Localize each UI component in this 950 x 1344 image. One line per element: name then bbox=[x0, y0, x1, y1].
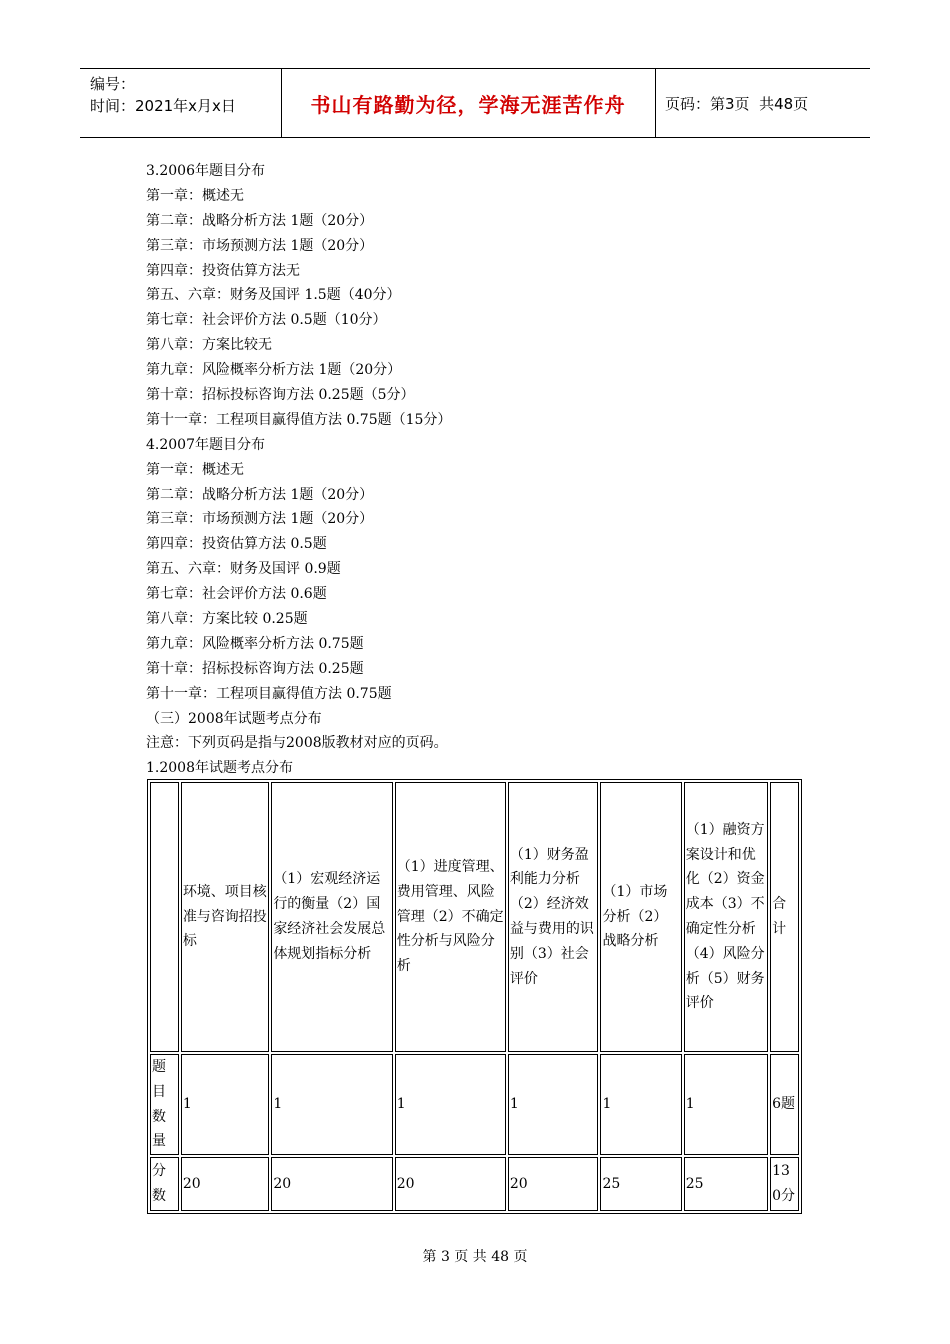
table-cell: 20 bbox=[271, 1157, 392, 1211]
table-cell: 20 bbox=[395, 1157, 506, 1211]
table-cell: 25 bbox=[684, 1157, 768, 1211]
id-label: 编号： bbox=[90, 75, 136, 93]
text-line: 第十章：招标投标咨询方法 0.25题（5分） bbox=[146, 387, 415, 404]
date-label: 时间：2021年x月x日 bbox=[90, 97, 236, 115]
text-line: 3.2006年题目分布 bbox=[146, 163, 265, 179]
text-line: 第四章：投资估算方法无 bbox=[146, 262, 300, 279]
text-line: 第二章：战略分析方法 1题（20分） bbox=[146, 212, 374, 229]
table-cell: 1 bbox=[395, 1054, 506, 1155]
table-header-cell: 环境、项目核准与咨询招投标 bbox=[181, 782, 270, 1052]
text-line: 第九章：风险概率分析方法 0.75题 bbox=[146, 635, 364, 652]
text-line: 第七章：社会评价方法 0.6题 bbox=[146, 586, 327, 603]
text-line: 注意：下列页码是指与2008版教材对应的页码。 bbox=[146, 735, 448, 752]
table-cell: 20 bbox=[508, 1157, 599, 1211]
body-text bbox=[146, 159, 451, 781]
header-divider bbox=[655, 69, 656, 137]
text-line: 第五、六章：财务及国评 0.9题 bbox=[146, 561, 341, 578]
row-label: 分数 bbox=[150, 1157, 179, 1211]
page-footer: 第 3 页 共 48 页 bbox=[422, 1249, 528, 1265]
table-header-cell: （1）财务盈利能力分析（2）经济效益与费用的识别（3）社会评价 bbox=[508, 782, 599, 1052]
table-cell: 20 bbox=[181, 1157, 270, 1211]
table-cell: 1 bbox=[271, 1054, 392, 1155]
text-line: 第三章：市场预测方法 1题（20分） bbox=[146, 511, 374, 528]
table-cell: 1 bbox=[181, 1054, 270, 1155]
text-line: 第四章：投资估算方法 0.5题 bbox=[146, 536, 327, 553]
header-motto: 书山有路勤为径，学海无涯苦作舟 bbox=[310, 92, 626, 117]
text-line: 第三章：市场预测方法 1题（20分） bbox=[146, 237, 374, 254]
exam-distribution-table bbox=[147, 779, 802, 1214]
text-line: 第八章：方案比较无 bbox=[146, 337, 272, 354]
table-row bbox=[150, 1054, 799, 1155]
table-cell: 1 bbox=[600, 1054, 681, 1155]
text-line: 4.2007年题目分布 bbox=[146, 436, 265, 453]
table-header-cell: （1）进度管理、费用管理、风险管理（2）不确定性分析与风险分析 bbox=[395, 782, 506, 1052]
text-line: 第七章：社会评价方法 0.5题（10分） bbox=[146, 312, 387, 329]
text-line: 第九章：风险概率分析方法 1题（20分） bbox=[146, 362, 402, 379]
table-header-cell: （1）融资方案设计和优化（2）资金成本（3）不确定性分析（4）风险分析（5）财务评价 bbox=[684, 782, 768, 1052]
table-header-cell bbox=[150, 782, 179, 1052]
table-header-cell: 合计 bbox=[770, 782, 799, 1052]
table-cell: 6题 bbox=[770, 1054, 799, 1155]
table-header-cell: （1）宏观经济运行的衡量（2）国家经济社会发展总体规划指标分析 bbox=[271, 782, 392, 1052]
text-line: 第五、六章：财务及国评 1.5题（40分） bbox=[146, 287, 401, 304]
table-header-row bbox=[150, 782, 799, 1052]
text-line: 第十章：招标投标咨询方法 0.25题 bbox=[146, 660, 364, 677]
text-line: 第一章：概述无 bbox=[146, 187, 244, 204]
header-info bbox=[90, 73, 236, 117]
table-row bbox=[150, 1157, 799, 1211]
text-line: 第十一章：工程项目赢得值方法 0.75题（15分） bbox=[146, 411, 452, 428]
table-cell: 1 bbox=[684, 1054, 768, 1155]
header-page-label: 页码：第3页 共48页 bbox=[665, 94, 809, 113]
table-cell: 1 bbox=[508, 1054, 599, 1155]
table-cell: 25 bbox=[600, 1157, 681, 1211]
text-line: 第二章：战略分析方法 1题（20分） bbox=[146, 486, 374, 503]
text-line: 第八章：方案比较 0.25题 bbox=[146, 611, 308, 628]
page-header bbox=[80, 68, 870, 138]
text-line: （三）2008年试题考点分布 bbox=[146, 710, 322, 727]
table-cell: 130分 bbox=[770, 1157, 799, 1211]
row-label: 题目数量 bbox=[150, 1054, 179, 1155]
text-line: 第十一章：工程项目赢得值方法 0.75题 bbox=[146, 685, 392, 702]
table-header-cell: （1）市场分析（2）战略分析 bbox=[600, 782, 681, 1052]
text-line: 1.2008年试题考点分布 bbox=[146, 760, 293, 777]
text-line: 第一章：概述无 bbox=[146, 461, 244, 478]
